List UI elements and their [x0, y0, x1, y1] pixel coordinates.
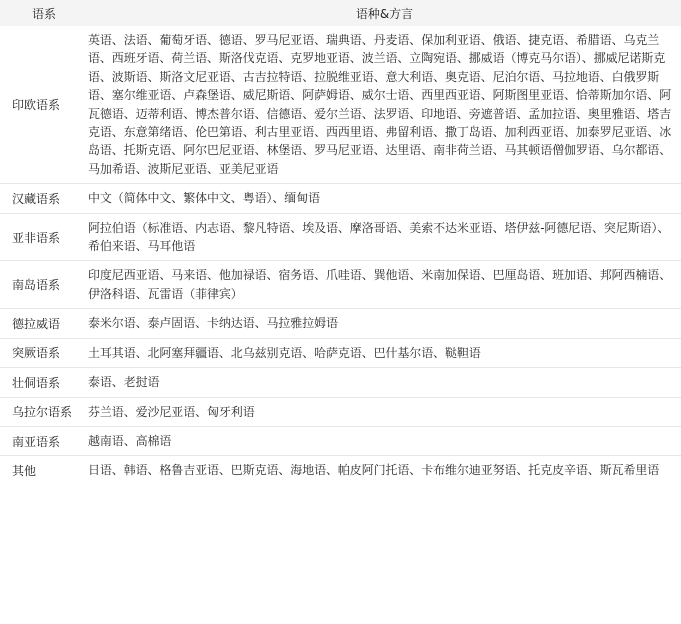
languages-cell: 土耳其语、北阿塞拜疆语、北乌兹别克语、哈萨克语、巴什基尔语、鞑靼语 — [88, 338, 681, 367]
languages-cell: 阿拉伯语（标准语、内志语、黎凡特语、埃及语、摩洛哥语、美索不达米亚语、塔伊兹-阿德尼语、突尼斯语）、希伯来语、马耳他语 — [88, 213, 681, 261]
family-cell: 南亚语系 — [0, 426, 88, 455]
languages-cell: 泰语、老挝语 — [88, 368, 681, 397]
languages-cell: 中文（简体中文、繁体中文、粤语）、缅甸语 — [88, 184, 681, 213]
family-cell: 其他 — [12, 464, 37, 479]
table-row — [0, 26, 681, 184]
table-row — [0, 456, 681, 485]
table-row — [0, 426, 681, 455]
languages-cell: 泰米尔语、泰卢固语、卡纳达语、马拉雅拉姆语 — [88, 309, 681, 338]
table-row — [0, 309, 681, 338]
table-row — [0, 338, 681, 367]
table-row — [0, 368, 681, 397]
table-row — [0, 213, 681, 261]
family-cell: 壮侗语系 — [0, 368, 88, 397]
family-cell: 突厥语系 — [0, 338, 88, 367]
table-row — [0, 261, 681, 309]
table-row — [0, 184, 681, 213]
languages-cell: 英语、法语、葡萄牙语、德语、罗马尼亚语、瑞典语、丹麦语、保加利亚语、俄语、捷克语、希腊语、乌克兰语、西班牙语、荷兰语、斯洛伐克语、克罗地亚语、波兰语、立陶宛语、挪威语（博克马尔语）、挪威尼诺斯克语、波斯语、斯洛文尼亚语、古吉拉特语、拉脱维亚语、意大利语、奥克语、尼泊尔语、马拉地语、白俄罗斯语、塞尔维亚语、卢森堡语、威尼斯语、阿萨姆语、威尔士语、西里西亚语、阿斯图里亚语、恰蒂斯加尔语、阿瓦德语、迈蒂利语、博杰普尔语、信德语、爱尔兰语、法罗语、印地语、旁遮普语、孟加拉语、奥里雅语、塔吉克语、东意第绪语、伦巴第语、利古里亚语、西西里语、弗留利语、撒丁岛语、加利西亚语、加泰罗尼亚语、冰岛语、托斯克语、阿尔巴尼亚语、林堡语、罗马尼亚语、达里语、南非荷兰语、马其顿语僧伽罗语、乌尔都语、马加希语、波斯尼亚语、亚美尼亚语 — [88, 26, 681, 184]
header-languages-dialects: 语种&方言 — [88, 0, 681, 26]
table-header-row — [0, 0, 681, 26]
family-cell: 印欧语系 — [0, 26, 88, 184]
family-cell: 德拉威语 — [0, 309, 88, 338]
languages-cell: 芬兰语、爱沙尼亚语、匈牙利语 — [88, 397, 681, 426]
languages-cell: 印度尼西亚语、马来语、他加禄语、宿务语、爪哇语、巽他语、米南加保语、巴厘岛语、班加语、邦阿西楠语、伊洛科语、瓦雷语（菲律宾） — [88, 261, 681, 309]
family-cell: 乌拉尔语系 — [0, 397, 88, 426]
header-language-family: 语系 — [0, 0, 88, 26]
languages-cell: 日语、韩语、格鲁吉亚语、巴斯克语、海地语、帕皮阿门托语、卡布维尔迪亚努语、托克皮辛语、斯瓦希里语 — [88, 463, 660, 478]
family-cell: 汉藏语系 — [0, 184, 88, 213]
table-row — [0, 397, 681, 426]
family-cell: 南岛语系 — [0, 261, 88, 309]
family-cell: 亚非语系 — [0, 213, 88, 261]
languages-cell: 越南语、高棉语 — [88, 426, 681, 455]
